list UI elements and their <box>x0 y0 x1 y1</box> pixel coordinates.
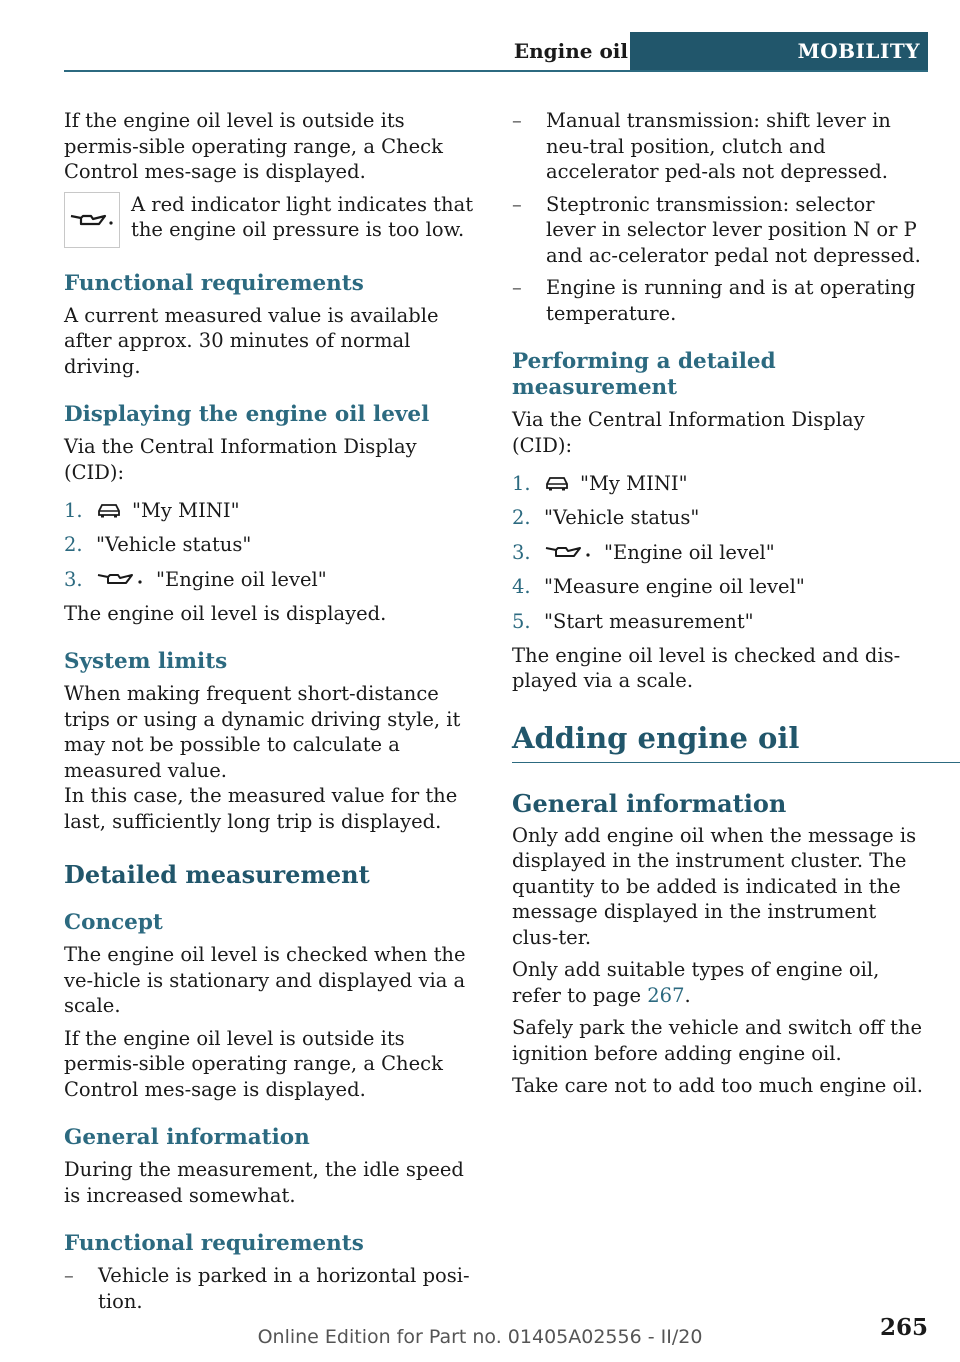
displaying-oil-level-heading: Displaying the engine oil level <box>64 402 430 427</box>
requirement-text: Engine is running and is at operating temperature. <box>546 276 916 325</box>
general-text-2 <box>512 957 928 1008</box>
perform-result-text: The engine oil level is checked and dis-played via a scale. <box>512 643 901 692</box>
general-text-2b: . <box>684 983 691 1007</box>
perform-steps-list <box>512 466 928 639</box>
chapter-tab: MOBILITY <box>630 32 928 70</box>
page-number: 265 <box>879 1314 928 1341</box>
step-number: 3. <box>64 567 83 591</box>
general-text-2a: Only add suitable types of engine oil, refer to page <box>512 958 880 1007</box>
display-result-text: The engine oil level is displayed. <box>64 601 387 625</box>
step-label: "My MINI" <box>132 498 240 522</box>
page-footer <box>0 1312 960 1352</box>
general-text-3: Safely park the vehicle and switch off the ignition before adding engine oil. <box>512 1016 923 1065</box>
requirements-list <box>64 1263 480 1314</box>
indicator-note <box>64 192 480 248</box>
step-number: 1. <box>64 498 83 522</box>
requirement-text: Manual transmission: shift lever in neu-tral position, clutch and accelerator ped-als not depressed. <box>546 109 891 183</box>
step-label: "Vehicle status" <box>544 506 700 529</box>
step-number: 3. <box>512 540 531 564</box>
section-title: Engine oil <box>513 39 628 63</box>
detailed-measurement-heading: Detailed measurement <box>64 860 370 889</box>
list-item <box>512 466 928 501</box>
limits-text-2: In this case, the measured value for the last, sufficiently long trip is displayed. <box>64 784 458 833</box>
step-label: "My MINI" <box>580 471 688 495</box>
left-column <box>64 108 480 1323</box>
general-text-1: Only add engine oil when the message is displayed in the instrument cluster. The quantity to be added is indicated in the message displayed in the instrument clus-ter. <box>512 823 917 949</box>
oil-pressure-indicator-icon <box>64 192 120 248</box>
requirements-list-continued <box>512 108 928 326</box>
oil-can-icon <box>544 543 594 561</box>
requirement-text: Steptronic transmission: selector lever in selector lever position N or P and ac-celerator pedal not depressed. <box>546 192 921 267</box>
concept-heading: Concept <box>64 910 163 935</box>
dash-bullet: – <box>64 1264 74 1287</box>
perform-via-text: Via the Central Information Display (CID): <box>512 408 865 457</box>
list-item <box>512 108 928 185</box>
list-item <box>64 528 480 563</box>
functional-requirements-2-heading: Functional requirements <box>64 1231 364 1256</box>
car-icon <box>96 502 122 518</box>
right-column <box>512 108 928 1106</box>
requirement-text: Vehicle is parked in a horizontal posi-tion. <box>98 1264 470 1313</box>
general-information-heading: General information <box>512 788 787 818</box>
system-limits-heading: System limits <box>64 649 228 674</box>
performing-measurement-heading: Performing a detailed measurement <box>512 349 776 400</box>
page-header <box>64 32 928 72</box>
step-label: "Engine oil level" <box>156 567 327 591</box>
limits-text-1: When making frequent short-distance trips or using a dynamic driving style, it may not be possible to calculate a measured value. <box>64 682 461 782</box>
dash-bullet: – <box>512 276 522 299</box>
adding-engine-oil-heading: Adding engine oil <box>512 720 960 763</box>
indicator-text: A red indicator light indicates that the engine oil pressure is too low. <box>131 192 474 241</box>
concept-text-1: The engine oil level is checked when the ve-hicle is stationary and displayed via a scale. <box>64 943 466 1017</box>
dash-bullet: – <box>512 192 522 216</box>
display-via-text: Via the Central Information Display (CID): <box>64 435 417 484</box>
step-number: 2. <box>512 506 531 529</box>
edition-text: Online Edition for Part no. 01405A02556 - II/20 <box>257 1326 703 1348</box>
functional-requirements-text: A current measured value is available after approx. 30 minutes of normal driving. <box>64 303 439 378</box>
step-label: "Start measurement" <box>544 609 754 633</box>
step-number: 5. <box>512 609 531 633</box>
list-item <box>512 604 928 639</box>
display-steps-list <box>64 493 480 597</box>
car-icon <box>544 475 570 491</box>
concept-text-2: If the engine oil level is outside its permis-sible operating range, a Check Control mes-sage is displayed. <box>64 1026 443 1101</box>
step-number: 1. <box>512 471 531 495</box>
general-information-text: During the measurement, the idle speed is increased somewhat. <box>64 1158 464 1207</box>
oil-can-icon <box>96 570 146 588</box>
list-item <box>512 570 928 605</box>
general-text-4: Take care not to add too much engine oil. <box>512 1074 923 1097</box>
list-item <box>512 501 928 536</box>
limits-text <box>64 681 480 834</box>
dash-bullet: – <box>512 109 522 132</box>
list-item <box>64 1263 480 1314</box>
list-item <box>64 493 480 528</box>
step-number: 2. <box>64 533 83 556</box>
list-item <box>512 535 928 570</box>
page-link[interactable]: 267 <box>647 983 685 1007</box>
step-label: "Measure engine oil level" <box>544 575 805 598</box>
list-item <box>64 562 480 597</box>
step-number: 4. <box>512 575 531 598</box>
general-information-heading: General information <box>64 1125 310 1150</box>
list-item <box>512 275 928 326</box>
step-label: "Vehicle status" <box>96 533 252 556</box>
step-label: "Engine oil level" <box>604 540 775 564</box>
intro-paragraph: If the engine oil level is outside its permis-sible operating range, a Check Control mes-sage is displayed. <box>64 109 443 183</box>
functional-requirements-heading: Functional requirements <box>64 270 364 296</box>
list-item <box>512 192 928 269</box>
